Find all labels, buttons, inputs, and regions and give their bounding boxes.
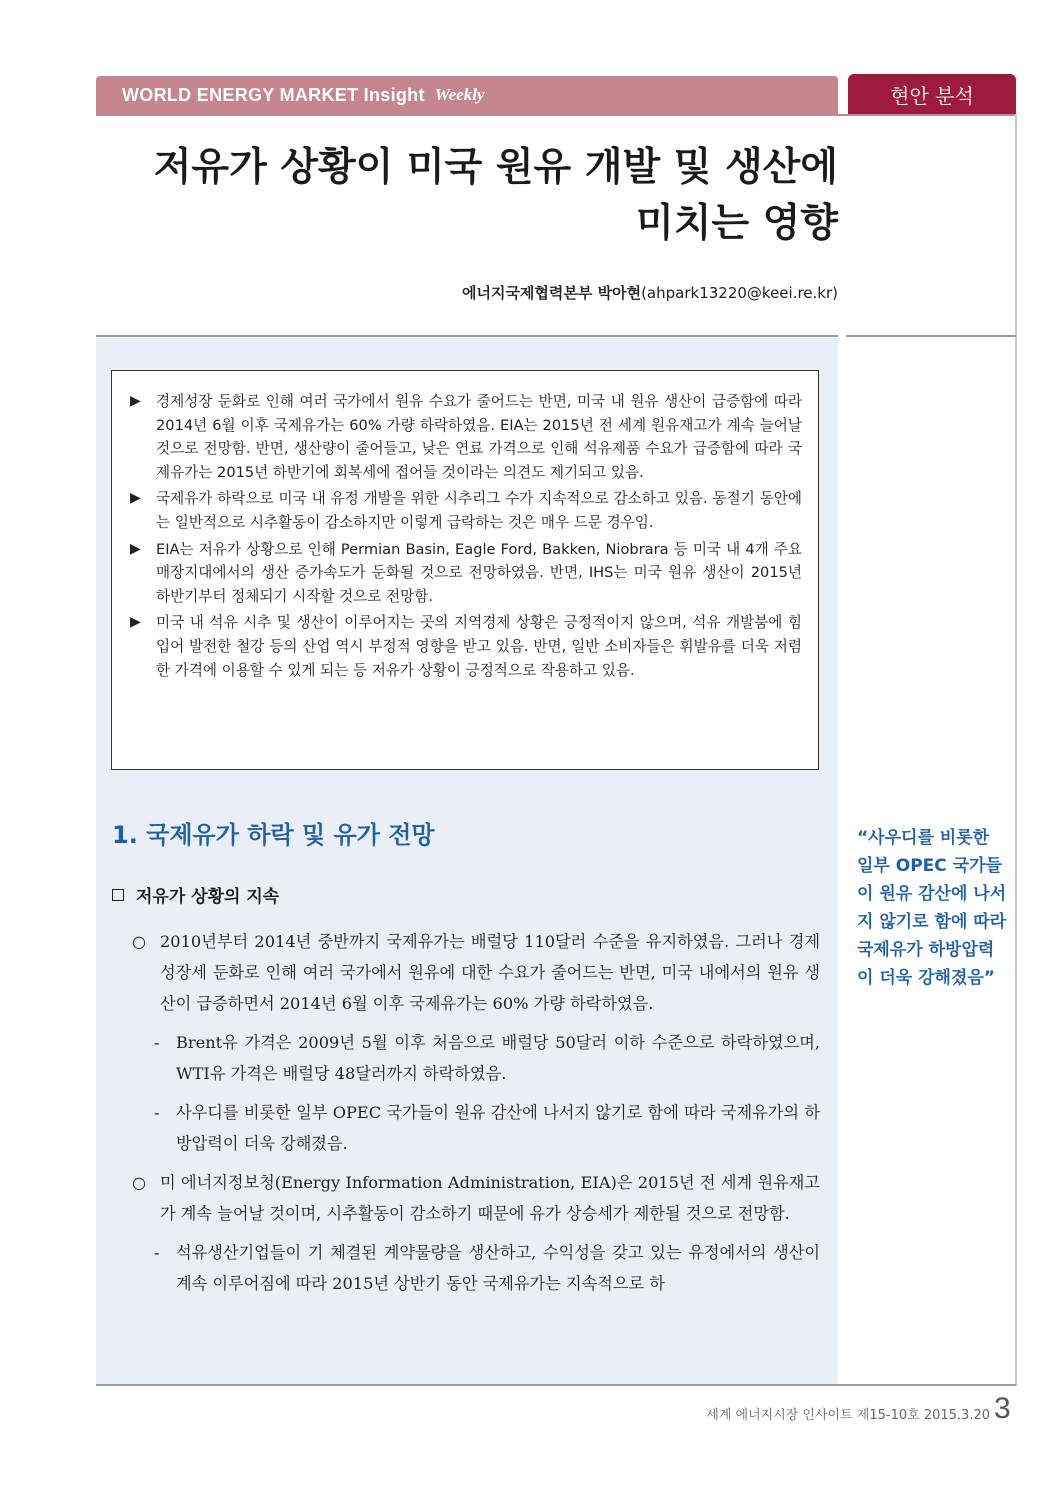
right-rule bbox=[1015, 114, 1017, 1386]
arrow-bullet-icon: ▶ bbox=[130, 614, 141, 631]
pull-quote: “사우디를 비롯한 일부 OPEC 국가들이 원유 감산에 나서지 않기로 함에 따라 국제유가 하방압력이 더욱 강해졌음” bbox=[857, 828, 1007, 988]
bottom-rule bbox=[96, 1384, 1016, 1386]
summary-item: ▶ 국제유가 하락으로 미국 내 유정 개발을 위한 시추리그 수가 지속적으로 감소하고 있음. 동절기 동안에는 일반적으로 시추활동이 감소하지만 이렇게 급락하는 것은 매우 드문 경우임. bbox=[130, 487, 802, 534]
summary-item: ▶ EIA는 저유가 상황으로 인해 Permian Basin, Eagle Ford, Bakken, Niobrara 등 미국 내 4개 주요 매장지대에서의 생산 증가속도가 둔화될 것으로 전망하였음. 반면, IHS는 미국 원유 생산이 2015년 하반기부터 정체되기 시작할 것으로 전망함. bbox=[130, 538, 802, 609]
circle-bullet-paragraph: ○ 미 에너지정보청(Energy Information Administration, EIA)은 2015년 전 세계 원유재고가 계속 늘어날 것이며, 시추활동이 감소하기 때문에 유가 상승세가 제한될 것으로 전망함. bbox=[118, 1167, 820, 1229]
brand-title: WORLD ENERGY MARKET Insight bbox=[122, 84, 425, 105]
page-title bbox=[96, 140, 838, 252]
header-line bbox=[96, 114, 1016, 116]
section-heading: 1. 국제유가 하락 및 유가 전망 bbox=[112, 821, 435, 849]
dash-paragraph: - Brent유 가격은 2009년 5월 이후 처음으로 배럴당 50달러 이하 수준으로 하락하였으며, WTI유 가격은 배럴당 48달러까지 하락하였음. bbox=[118, 1027, 820, 1089]
title-line-1: 저유가 상황이 미국 원유 개발 및 생산에 bbox=[153, 145, 838, 190]
title-line-2: 미치는 영향 bbox=[636, 201, 838, 246]
footer-publication: 세계 에너지시장 인사이트 제15-10호 2015.3.20 bbox=[706, 1408, 990, 1423]
sub-heading bbox=[112, 882, 279, 907]
header-bar bbox=[96, 76, 838, 114]
dash-bullet-icon: - bbox=[154, 1243, 160, 1262]
summary-box bbox=[111, 370, 819, 770]
summary-item: ▶ 경제성장 둔화로 인해 여러 국가에서 원유 수요가 줄어드는 반면, 미국 내 원유 생산이 급증함에 따라 2014년 6월 이후 국제유가는 60% 가량 하락하였음. EIA는 2015년 전 세계 원유재고가 계속 늘어날 것으로 전망함. 반면, 생산량이 줄어들고, 낮은 연료 가격으로 인해 석유제품 수요가 급증함에 따라 국제유가는 2015년 하반기에 회복세에 접어들 것이라는 의견도 제기되고 있음. bbox=[130, 390, 802, 484]
arrow-bullet-icon: ▶ bbox=[130, 490, 141, 507]
circle-bullet-icon: ○ bbox=[132, 1173, 146, 1192]
brand-weekly: Weekly bbox=[434, 85, 485, 104]
section-tag: 현안 분석 bbox=[848, 74, 1016, 114]
author-name: 에너지국제협력본부 박아현 bbox=[461, 284, 642, 302]
author-email: (ahpark13220@keei.re.kr) bbox=[641, 284, 838, 302]
circle-bullet-icon: ○ bbox=[132, 932, 146, 951]
circle-bullet-paragraph: ○ 2010년부터 2014년 중반까지 국제유가는 배럴당 110달러 수준을 유지하였음. 그러나 경제성장세 둔화로 인해 여러 국가에서 원유에 대한 수요가 줄어드는 반면, 미국 내에서의 원유 생산이 급증하면서 2014년 6월 이후 국제유가는 60% 가량 하락하였음. bbox=[118, 926, 820, 1019]
author-line bbox=[96, 282, 838, 303]
summary-item: ▶ 미국 내 석유 시추 및 생산이 이루어지는 곳의 지역경제 상황은 긍정적이지 않으며, 석유 개발붐에 힘입어 발전한 철강 등의 산업 역시 부정적 영향을 받고 있음. 반면, 일반 소비자들은 휘발유를 더욱 저렴한 가격에 이용할 수 있게 되는 등 저유가 상황이 긍정적으로 작용하고 있음. bbox=[130, 611, 802, 682]
divider bbox=[96, 335, 1016, 337]
dash-paragraph: - 사우디를 비롯한 일부 OPEC 국가들이 원유 감산에 나서지 않기로 함에 따라 국제유가의 하방압력이 더욱 강해졌음. bbox=[118, 1097, 820, 1159]
body-text bbox=[118, 926, 820, 1307]
sub-heading-text: 저유가 상황의 지속 bbox=[136, 887, 280, 907]
arrow-bullet-icon: ▶ bbox=[130, 540, 141, 557]
square-bullet-icon bbox=[112, 889, 124, 901]
dash-paragraph: - 석유생산기업들이 기 체결된 계약물량을 생산하고, 수익성을 갖고 있는 유정에서의 생산이 계속 이루어짐에 따라 2015년 상반기 동안 국제유가는 지속적으로 하 bbox=[118, 1237, 820, 1299]
page-number: 3 bbox=[994, 1392, 1011, 1425]
arrow-bullet-icon: ▶ bbox=[130, 393, 141, 409]
dash-bullet-icon: - bbox=[154, 1033, 160, 1052]
dash-bullet-icon: - bbox=[154, 1103, 160, 1122]
